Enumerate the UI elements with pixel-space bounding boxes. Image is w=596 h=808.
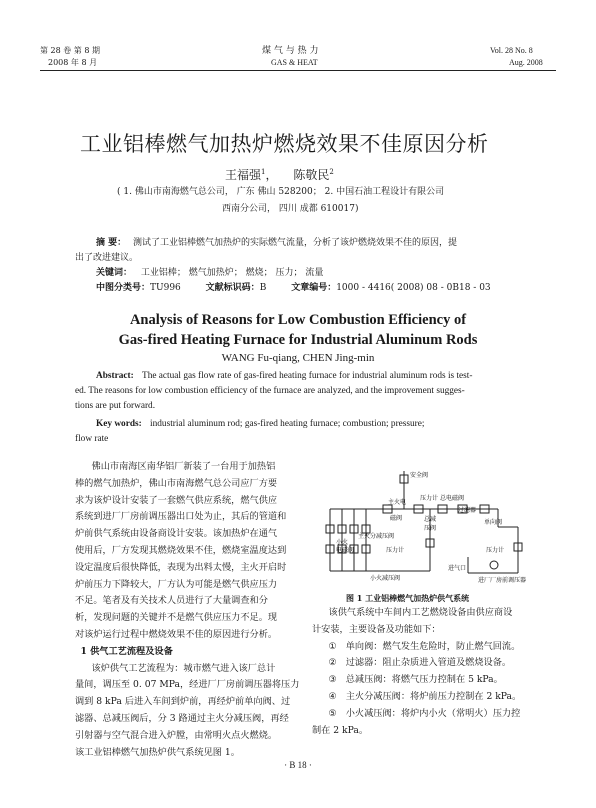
list-item [312,655,552,672]
author-separator: ， [265,168,278,182]
class-value-3: 1000 - 4416( 2008) 08 - 0B18 - 03 [336,283,491,293]
abstract-en-line-1 [96,369,472,384]
list-number: ② [328,657,337,669]
keywords-cn [96,266,323,281]
label-small-solenoid-2: 电磁阀 [336,547,355,554]
label-main-solenoid-2: 磁阀 [390,515,403,522]
figure-1-diagram [318,461,528,593]
section-line: 滤器、总减压阀后，分 3 路通过主火分减压阀，再经 [75,712,289,724]
label-pressure-gauge-3: 压力计 [486,547,505,554]
abstract-en-line-3: tions are put forward. [75,401,156,411]
header-date-cn: 2008 年 8 月 [48,58,98,67]
author-2-sup: 2 [329,168,334,176]
title-en-line-2: Gas-fired Heating Furnace for Industrial Aluminum Rods [118,332,478,348]
author-1-sup: 1 [261,168,266,176]
abstract-en-line-2: ed. The reasons for low combustion efficiency of the furnace are analyzed, and the improvement sugges- [75,386,465,396]
label-main-branch-reducer: 主火分减压阀 [358,533,395,540]
header-rule [40,70,556,71]
list-item [312,639,552,656]
label-check-valve: 单向阀 [484,519,503,526]
intro-line: 佛山市南海区南华铝厂新装了一台用于加热铝 [91,461,276,472]
list-item-tail: 制在 2 kPa。 [312,724,369,736]
label-safety-valve: 安全阀 [410,472,429,479]
title-cn: 工业铝棒燃气加热炉燃烧效果不佳原因分析 [80,132,489,156]
classification-line [96,281,491,296]
list-item [312,672,552,689]
intro-line: 求为该炉设计安装了一套燃气供应系统，燃气供应 [75,494,278,506]
keywords-en-text-1: industrial aluminum rod; gas-fired heating furnace; combustion; pressure; [150,419,425,429]
keywords-en-label: Key words: [96,419,142,429]
section-line: 该工业铝棒燃气加热炉供气系统见图 1。 [75,746,240,758]
header-volume-issue: 第 28 卷 第 8 期 [40,46,100,55]
left-intro-paragraph [75,459,307,761]
page-number: · B 18 · [284,760,312,770]
author-2: 陈敬民 [293,168,330,182]
keywords-en-line-2: flow rate [75,434,109,444]
label-small-reducer: 小火减压阀 [370,575,401,582]
section-line: 引射器与空气混合进入炉膛，由常明火点火燃烧。 [75,729,278,741]
abstract-cn-text-1: 测试了工业铝棒燃气加热炉的实际燃气流量，分析了该炉燃烧效果不佳的原因，提 [133,238,458,248]
abstract-cn-line-1 [96,236,457,251]
section-line: 该炉供气工艺流程为：城市燃气进入该厂总计 [91,662,276,674]
class-value-2: B [259,283,267,293]
figure-1-caption: 图 1 工业铝棒燃气加热炉供气系统 [346,593,470,603]
label-main-solenoid-1: 主火电 [388,499,407,506]
class-label-2: 文献标识码： [205,283,260,293]
intro-line: 棒的燃气加热炉，佛山市南海燃气总公司应厂方要 [75,477,278,489]
header-journal-cn: 煤 气 与 热 力 [262,46,319,56]
keywords-cn-label: 关键词： [96,268,133,278]
label-total-reducer-1: 总减 [424,516,437,523]
intro-line: 使用后，厂方发现其燃烧效果不佳，燃烧室温度达到 [75,544,287,556]
affiliation-line-2: 西南分公司， 四川 成都 610017) [222,204,359,214]
section-line: 量间，调压至 0. 07 MPa，经进厂厂房前调压器将压力 [75,679,300,691]
abstract-en-label: Abstract: [96,371,134,381]
list-number: ③ [328,674,337,686]
right-intro-line: 该供气系统中车间内工艺燃烧设备由供应商设 [328,607,513,618]
list-text: 小火减压阀：将炉内小火（常明火）压力控 [345,707,521,719]
intro-line: 对该炉运行过程中燃烧效果不佳的原因进行分析。 [75,628,278,640]
list-item [312,689,552,706]
section-heading: 1 供气工艺流程及设备 [80,645,173,657]
list-number: ④ [328,690,337,702]
class-value-1: TU996 [150,283,181,293]
list-number: ① [328,640,337,652]
abstract-cn-label: 摘 要： [96,238,127,248]
title-en-line-1: Analysis of Reasons for Low Combustion Efficiency of [129,312,467,328]
intro-line: 不足。笔者及有关技术人员进行了大量调查和分 [75,595,268,607]
right-intro-line: 计安装，主要设备及功能如下： [312,623,441,635]
label-total-solenoid: 总电磁阀 [440,495,465,502]
keywords-en-line-1 [96,417,425,432]
list-text: 总减压阀：将燃气压力控制在 5 kPa。 [345,674,503,686]
intro-line: 析，发现问题的关键并不是燃气供应压力不足。现 [75,612,278,624]
label-gas-inlet: 进气口 [448,565,467,572]
abstract-en-text-1: The actual gas flow rate of gas-fired heating furnace for industrial aluminum rods is test- [142,371,473,381]
list-item [312,706,552,723]
class-label-1: 中图分类号： [96,283,151,293]
label-pressure-gauge-1: 压力计 [420,495,439,502]
label-pressure-gauge-2: 压力计 [386,547,405,554]
header-date-en: Aug. 2008 [509,58,543,67]
header-volume-en: Vol. 28 No. 8 [490,46,533,55]
list-text: 主火分减压阀：将炉前压力控制在 2 kPa。 [345,690,522,702]
intro-line: 系统到进厂厂房前调压器出口处为止，其后的管道和 [75,511,287,523]
right-column-text [312,605,552,739]
figure-1-lines [318,461,528,593]
authors-cn [225,166,334,183]
abstract-cn-text-2: 出了改进建议。 [75,253,139,263]
intro-line: 设定温度后很快降低，表现为出料太慢，主火开启时 [75,561,287,573]
affiliation-line-1: ( 1. 佛山市南海燃气总公司， 广东 佛山 528200； 2. 中国石油工程设计有限公司 [117,187,445,197]
intro-line: 炉前压力下降较大，厂方认为可能是燃气供应压力 [75,578,278,590]
label-regulator: 进厂厂房前调压器 [478,577,527,584]
class-label-3: 文章编号： [291,283,337,293]
label-small-solenoid-1: 小火 [336,539,349,546]
section-line: 调到 8 kPa 后进入车间到炉前，再经炉前单向阀、过 [75,696,291,708]
author-1: 王福强 [225,168,262,182]
label-filter: 过滤器 [458,507,477,514]
label-total-reducer-2: 压阀 [424,525,437,532]
authors-en: WANG Fu-qiang, CHEN Jing-min [221,352,375,364]
intro-line: 炉前供气系统由设备商设计安装。该加热炉在通气 [75,528,278,540]
list-text: 单向阀：燃气发生危险时，防止燃气回流。 [345,640,521,652]
header-journal-en: GAS & HEAT [271,58,318,67]
keywords-cn-text: 工业铝棒； 燃气加热炉； 燃烧； 压力； 流量 [140,268,324,278]
list-text: 过滤器：阻止杂质进入管道及燃烧设备。 [345,657,512,669]
list-number: ⑤ [328,707,337,719]
